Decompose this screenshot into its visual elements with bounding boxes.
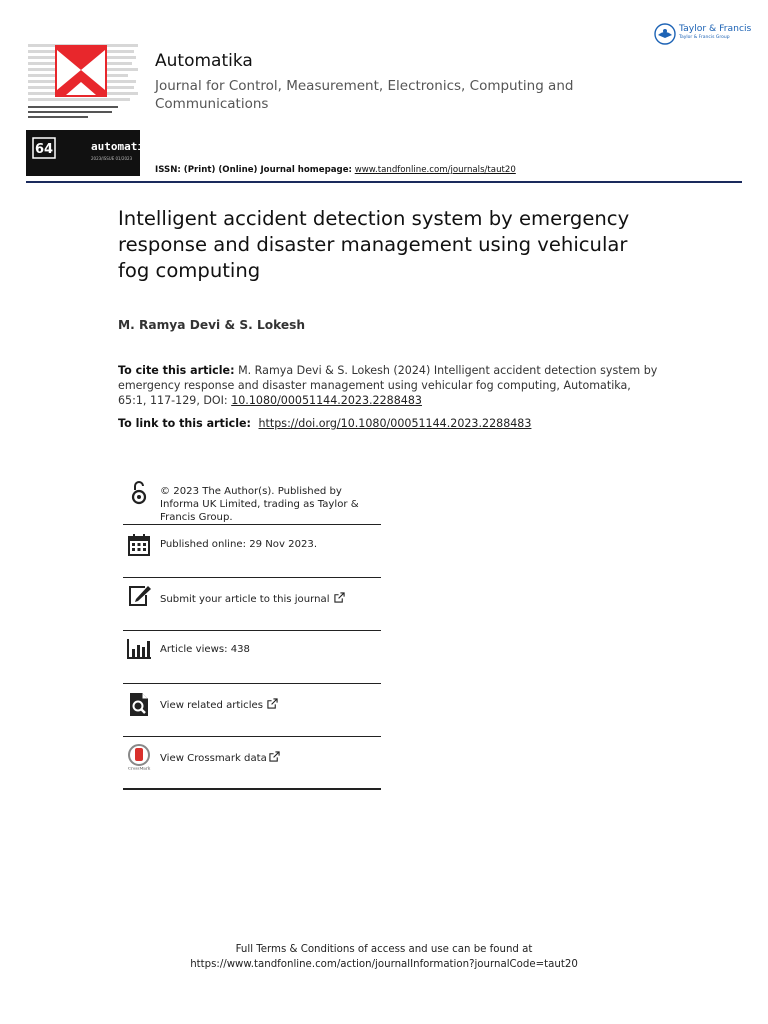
link-block — [118, 417, 658, 430]
article-views-text: Article views: 438 — [160, 644, 250, 655]
publisher-logo[interactable] — [654, 22, 750, 46]
crossmark-row[interactable] — [123, 736, 381, 790]
journal-cover-image — [26, 42, 158, 176]
issn-label: ISSN: (Print) (Online) Journal homepage: — [155, 165, 352, 175]
footer-terms-url[interactable]: https://www.tandfonline.com/action/journalInformation?journalCode=taut20 — [190, 959, 578, 970]
external-link-icon — [334, 592, 345, 603]
citation-block — [118, 363, 658, 408]
cover-volume: 2023/ISSUE 01/2023 — [91, 156, 133, 161]
journal-title: Automatika — [155, 51, 253, 71]
crossmark-link[interactable] — [160, 751, 280, 765]
open-access-text: © 2023 The Author(s). Published by Informa UK Limited, trading as Taylor & Francis Group. — [160, 486, 359, 523]
external-link-icon — [269, 751, 280, 762]
article-views-row — [123, 630, 381, 684]
footer — [0, 942, 768, 972]
cite-text: M. Ramya Devi & S. Lokesh (2024) Intelligent accident detection system by emergency response and disaster management using vehicular fog computing, Automatika, 65:1, 117-129, DOI: — [118, 364, 658, 407]
crossmark-icon — [126, 744, 152, 770]
related-articles-link[interactable] — [160, 698, 278, 712]
published-row — [123, 524, 381, 578]
related-articles-row[interactable] — [123, 683, 381, 737]
published-date-text: Published online: 29 Nov 2023. — [160, 539, 318, 550]
open-access-icon — [126, 480, 152, 506]
journal-subtitle: Journal for Control, Measurement, Electronics, Computing and Communications — [155, 78, 574, 112]
publisher-group: Taylor & Francis Group — [679, 35, 730, 40]
cover-issue-number: 64 — [34, 142, 54, 157]
bar-chart-icon — [126, 636, 152, 662]
crossmark-label: View Crossmark data — [160, 753, 267, 764]
article-title: Intelligent accident detection system by emergency response and disaster management using vehicular fog computing — [118, 207, 630, 282]
publisher-name: Taylor & Francis — [679, 23, 752, 34]
calendar-icon — [126, 532, 152, 558]
submit-article-row[interactable] — [123, 577, 381, 631]
edit-icon — [126, 583, 152, 609]
cite-label: To cite this article: — [118, 364, 235, 377]
issn-line — [155, 165, 516, 175]
document-search-icon — [126, 691, 152, 717]
header-divider — [26, 181, 742, 183]
cover-title: automatika — [91, 140, 158, 153]
open-access-row — [123, 478, 381, 525]
submit-article-link[interactable] — [160, 592, 345, 606]
journal-homepage-link[interactable]: www.tandfonline.com/journals/taut20 — [354, 165, 516, 175]
submit-article-label: Submit your article to this journal — [160, 594, 330, 605]
link-label: To link to this article: — [118, 417, 251, 430]
external-link-icon — [267, 698, 278, 709]
article-authors: M. Ramya Devi & S. Lokesh — [118, 318, 306, 332]
crossmark-badge-text: CrossMark — [127, 765, 151, 771]
related-articles-label: View related articles — [160, 700, 263, 711]
taylor-francis-icon — [654, 23, 676, 45]
article-doi-link[interactable]: https://doi.org/10.1080/00051144.2023.2288483 — [258, 417, 532, 430]
footer-terms-text: Full Terms & Conditions of access and use can be found at — [235, 944, 533, 955]
cite-doi-link[interactable]: 10.1080/00051144.2023.2288483 — [231, 394, 422, 407]
